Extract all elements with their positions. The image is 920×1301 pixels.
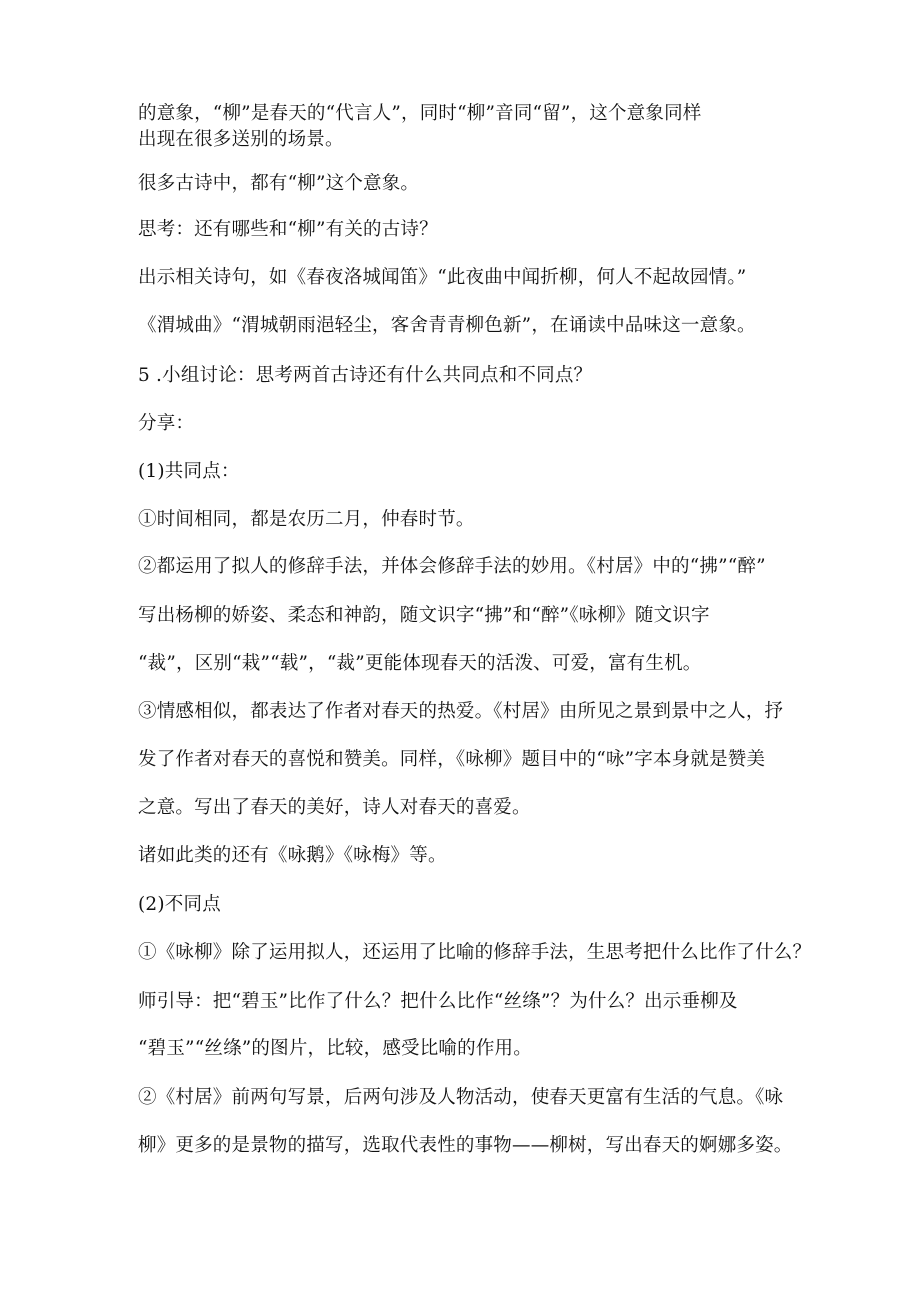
text-line-2: 出现在很多送别的场景。 (138, 129, 344, 150)
text-line-22: ②《村居》前两句写景，后两句涉及人物活动，使春天更富有生活的气息。《咏 (138, 1087, 784, 1108)
text-line-14: ③情感相似，都表达了作者对春天的热爱。《村居》由所见之景到景中之人，抒 (138, 701, 784, 722)
text-line-5: 出示相关诗句，如《春夜洛城闻笛》“此夜曲中闻折柳，何人不起故园情。” (138, 267, 747, 288)
text-line-1: 的意象，“柳”是春天的“代言人”，同时“柳”音同“留”，这个意象同样 (138, 103, 702, 124)
text-line-15: 发了作者对春天的喜悦和赞美。同样，《咏柳》题目中的“咏”字本身就是赞美 (138, 749, 766, 770)
text-line-11: ②都运用了拟人的修辞手法，并体会修辞手法的妙用。《村居》中的“拂”“醉” (138, 556, 766, 577)
text-line-21: “碧玉”“丝绦”的图片，比较，感受比喻的作用。 (138, 1038, 532, 1059)
text-line-4: 思考：还有哪些和“柳”有关的古诗？ (138, 219, 438, 240)
text-line-18: (2)不同点 (138, 894, 221, 915)
text-line-23: 柳》更多的是景物的描写，选取代表性的事物——柳树，写出春天的婀娜多姿。 (138, 1135, 793, 1156)
text-line-3: 很多古诗中，都有“柳”这个意象。 (138, 173, 420, 194)
text-line-19: ①《咏柳》除了运用拟人，还运用了比喻的修辞手法，生思考把什么比作了什么？ (138, 942, 812, 963)
text-line-20: 师引导：把“碧玉”比作了什么？把什么比作“丝绦”？为什么？出示垂柳及 (138, 991, 738, 1012)
text-line-16: 之意。写出了春天的美好，诗人对春天的喜爱。 (138, 797, 531, 818)
text-line-13: “裁”，区别“栽”“载”，“裁”更能体现春天的活泼、可爱，富有生机。 (138, 653, 702, 674)
text-line-9: (1)共同点： (138, 461, 240, 482)
text-line-10: ①时间相同，都是农历二月，仲春时节。 (138, 509, 475, 530)
text-line-17: 诸如此类的还有《咏鹅》《咏梅》等。 (138, 845, 447, 866)
text-line-8: 分享： (138, 413, 195, 434)
text-line-7: 5 .小组讨论：思考两首古诗还有什么共同点和不同点？ (138, 365, 593, 386)
text-line-12: 写出杨柳的娇姿、柔态和神韵，随文识字“拂”和“醉”《咏柳》随文识字 (138, 605, 710, 626)
text-line-6: 《渭城曲》“渭城朝雨浥轻尘，客舍青青柳色新”，在诵读中品味这一意象。 (138, 315, 756, 336)
